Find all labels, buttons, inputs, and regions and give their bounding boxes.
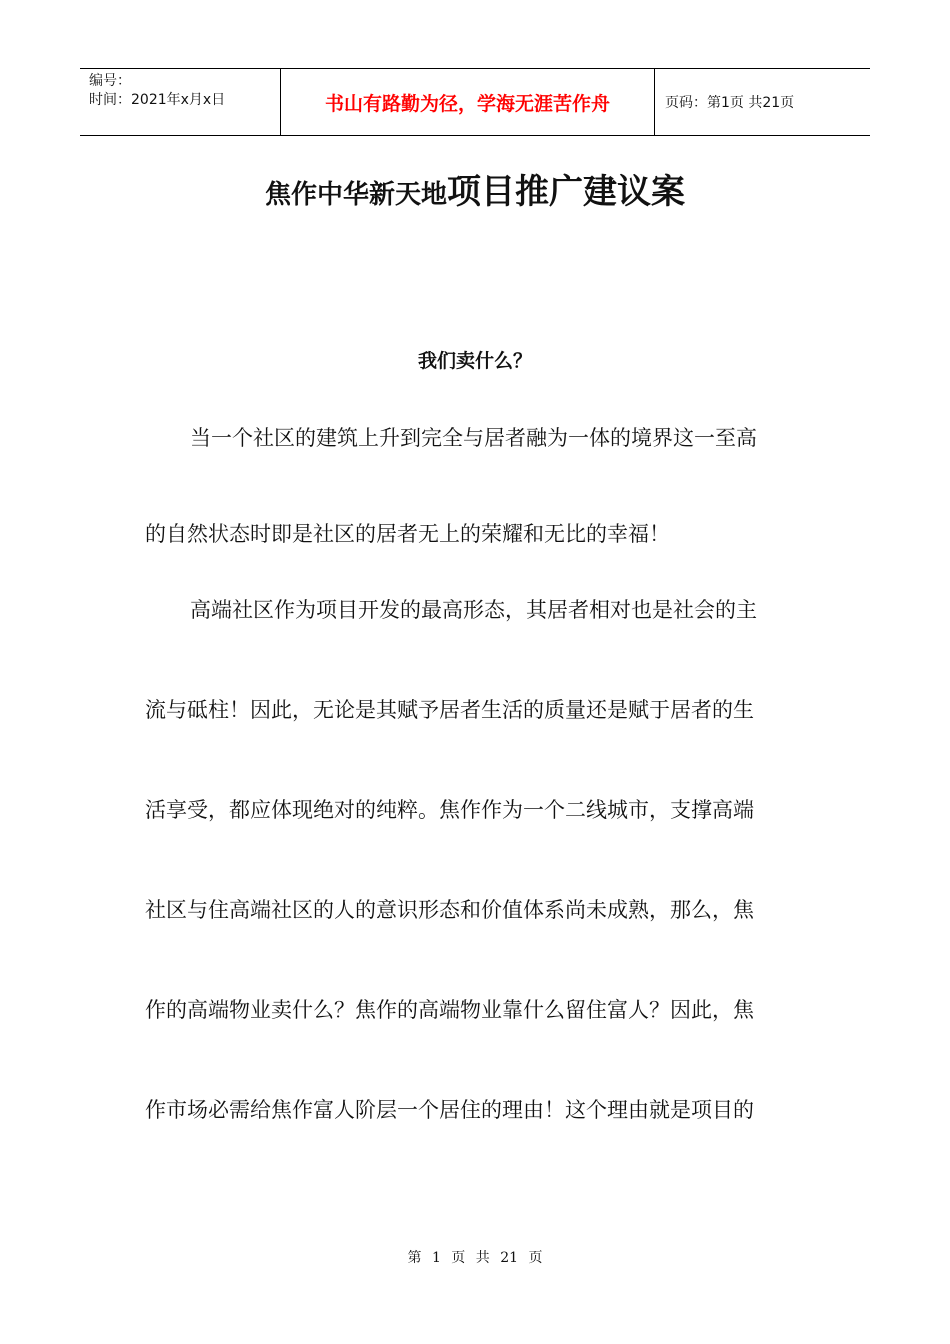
document-time-label: 时间：2021年x月x日 (89, 92, 226, 108)
document-title-part1: 焦作中华新天地 (264, 180, 447, 210)
document-title-part2: 项目推广建议案 (447, 172, 685, 212)
body-line: 活享受，都应体现绝对的纯粹。焦作作为一个二线城市，支撑高端 (145, 798, 754, 822)
document-number-label: 编号： (89, 73, 131, 89)
body-line: 流与砥柱！因此，无论是其赋予居者生活的质量还是赋于居者的生 (145, 698, 754, 722)
header-meta-cell (80, 69, 281, 135)
page-footer: 第 1 页 共 21 页 (407, 1250, 543, 1266)
body-line: 社区与住高端社区的人的意识形态和价值体系尚未成熟，那么，焦 (145, 898, 754, 922)
body-line: 作的高端物业卖什么？焦作的高端物业靠什么留住富人？因此，焦 (145, 998, 754, 1022)
section-heading: 我们卖什么？ (417, 350, 532, 372)
header-page-info: 页码：第1页 共21页 (665, 95, 795, 111)
page-header (80, 68, 870, 136)
document-title (0, 164, 950, 213)
header-motto: 书山有路勤为径，学海无涯苦作舟 (281, 69, 655, 135)
body-line: 作市场必需给焦作富人阶层一个居住的理由！这个理由就是项目的 (145, 1098, 754, 1122)
body-line: 高端社区作为项目开发的最高形态，其居者相对也是社会的主 (190, 598, 757, 622)
body-line: 当一个社区的建筑上升到完全与居者融为一体的境界这一至高 (190, 426, 757, 450)
body-line: 的自然状态时即是社区的居者无上的荣耀和无比的幸福！ (145, 522, 670, 546)
